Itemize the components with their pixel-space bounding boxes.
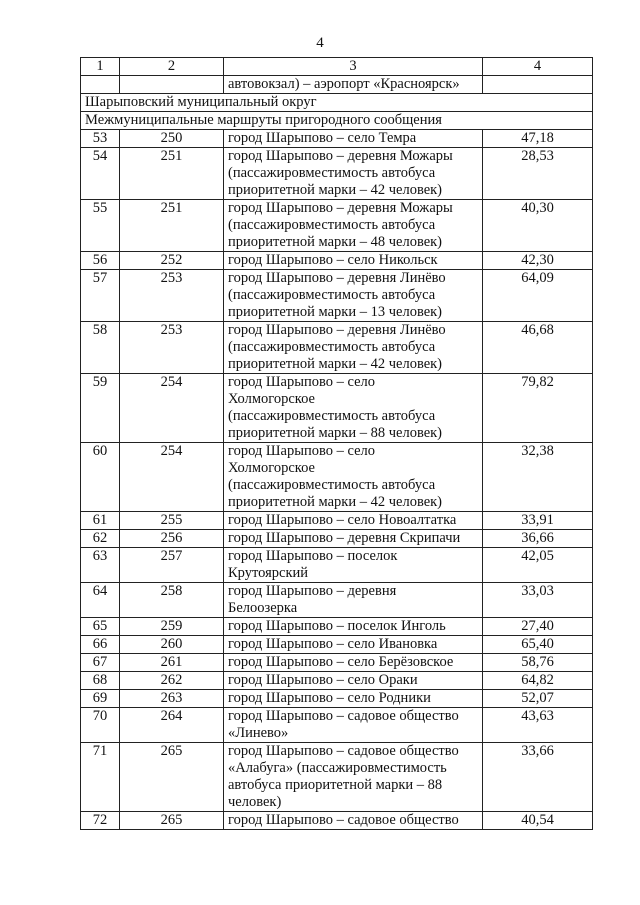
routes-table [80,57,593,830]
table-row [81,672,593,690]
route-value: 47,18 [483,130,593,148]
row-number: 54 [81,148,120,200]
section-title: Шарыповский муниципальный округ [81,94,593,112]
table-row [81,690,593,708]
route-number: 256 [120,530,224,548]
table-row [81,148,593,200]
route-name: город Шарыпово – садовое общество «Алабуга» (пассажировместимость автобуса приоритетной марки – 88 человек) [224,743,483,812]
route-value: 64,82 [483,672,593,690]
row-number: 67 [81,654,120,672]
page-number: 4 [316,35,324,51]
route-value: 42,05 [483,548,593,583]
route-number: 255 [120,512,224,530]
row-number: 70 [81,708,120,743]
route-name: город Шарыпово – деревня Белоозерка [224,583,483,618]
table-row [81,443,593,512]
route-number: 263 [120,690,224,708]
route-name: город Шарыпово – село Новоалтатка [224,512,483,530]
table-row [81,322,593,374]
table-row [81,636,593,654]
continuation-row [81,76,593,94]
row-number: 53 [81,130,120,148]
subsection-row [81,112,593,130]
route-value: 28,53 [483,148,593,200]
continuation-cell-value [483,76,593,94]
header-col-2: 2 [120,58,224,76]
route-value: 43,63 [483,708,593,743]
row-number: 71 [81,743,120,812]
route-name: город Шарыпово – деревня Можары (пассажировместимость автобуса приоритетной марки – 48 человек) [224,200,483,252]
row-number: 57 [81,270,120,322]
row-number: 61 [81,512,120,530]
route-value: 58,76 [483,654,593,672]
table-row [81,270,593,322]
route-number: 257 [120,548,224,583]
route-number: 253 [120,270,224,322]
route-value: 42,30 [483,252,593,270]
route-number: 262 [120,672,224,690]
table-row [81,130,593,148]
row-number: 68 [81,672,120,690]
table-row [81,530,593,548]
route-value: 40,54 [483,812,593,830]
route-value: 40,30 [483,200,593,252]
row-number: 64 [81,583,120,618]
route-value: 46,68 [483,322,593,374]
route-value: 52,07 [483,690,593,708]
table-row [81,654,593,672]
route-number: 265 [120,743,224,812]
route-number: 254 [120,443,224,512]
row-number: 72 [81,812,120,830]
row-number: 69 [81,690,120,708]
route-name: город Шарыпово – деревня Линёво (пассажировместимость автобуса приоритетной марки – 13 человек) [224,270,483,322]
row-number: 60 [81,443,120,512]
table-row [81,708,593,743]
header-col-1: 1 [81,58,120,76]
route-number: 251 [120,148,224,200]
route-name: город Шарыпово – село Берёзовское [224,654,483,672]
table-row [81,812,593,830]
table-row [81,252,593,270]
route-name: город Шарыпово – поселок Крутоярский [224,548,483,583]
route-value: 32,38 [483,443,593,512]
route-name: город Шарыпово – село Ораки [224,672,483,690]
route-number: 264 [120,708,224,743]
route-name: город Шарыпово – село Холмогорское (пассажировместимость автобуса приоритетной марки – 42 человек) [224,443,483,512]
route-number: 260 [120,636,224,654]
table-row [81,618,593,636]
route-value: 64,09 [483,270,593,322]
routes-table-body [81,58,593,830]
route-name: город Шарыпово – поселок Инголь [224,618,483,636]
route-value: 33,91 [483,512,593,530]
route-value: 33,03 [483,583,593,618]
row-number: 59 [81,374,120,443]
route-number: 265 [120,812,224,830]
route-name: город Шарыпово – деревня Линёво (пассажировместимость автобуса приоритетной марки – 42 человек) [224,322,483,374]
route-value: 27,40 [483,618,593,636]
route-value: 33,66 [483,743,593,812]
subsection-title: Межмуниципальные маршруты пригородного сообщения [81,112,593,130]
section-row [81,94,593,112]
continuation-route-name: автовокзал) – аэропорт «Красноярск» [224,76,483,94]
table-header-row [81,58,593,76]
row-number: 55 [81,200,120,252]
route-name: город Шарыпово – село Родники [224,690,483,708]
table-row [81,374,593,443]
route-name: город Шарыпово – село Холмогорское (пассажировместимость автобуса приоритетной марки – 88 человек) [224,374,483,443]
route-value: 79,82 [483,374,593,443]
route-name: город Шарыпово – село Темра [224,130,483,148]
route-name: город Шарыпово – деревня Можары (пассажировместимость автобуса приоритетной марки – 42 человек) [224,148,483,200]
row-number: 63 [81,548,120,583]
route-number: 252 [120,252,224,270]
route-value: 36,66 [483,530,593,548]
table-row [81,548,593,583]
route-name: город Шарыпово – садовое общество «Линево» [224,708,483,743]
table-row [81,200,593,252]
route-number: 251 [120,200,224,252]
route-value: 65,40 [483,636,593,654]
route-number: 261 [120,654,224,672]
row-number: 65 [81,618,120,636]
route-number: 253 [120,322,224,374]
continuation-cell-route [120,76,224,94]
row-number: 62 [81,530,120,548]
route-name: город Шарыпово – село Ивановка [224,636,483,654]
route-name: город Шарыпово – село Никольск [224,252,483,270]
route-number: 259 [120,618,224,636]
header-col-4: 4 [483,58,593,76]
row-number: 66 [81,636,120,654]
header-col-3: 3 [224,58,483,76]
row-number: 58 [81,322,120,374]
route-name: город Шарыпово – садовое общество [224,812,483,830]
route-number: 258 [120,583,224,618]
route-name: город Шарыпово – деревня Скрипачи [224,530,483,548]
row-number: 56 [81,252,120,270]
route-number: 254 [120,374,224,443]
continuation-cell-num [81,76,120,94]
route-number: 250 [120,130,224,148]
table-row [81,512,593,530]
table-row [81,743,593,812]
table-row [81,583,593,618]
